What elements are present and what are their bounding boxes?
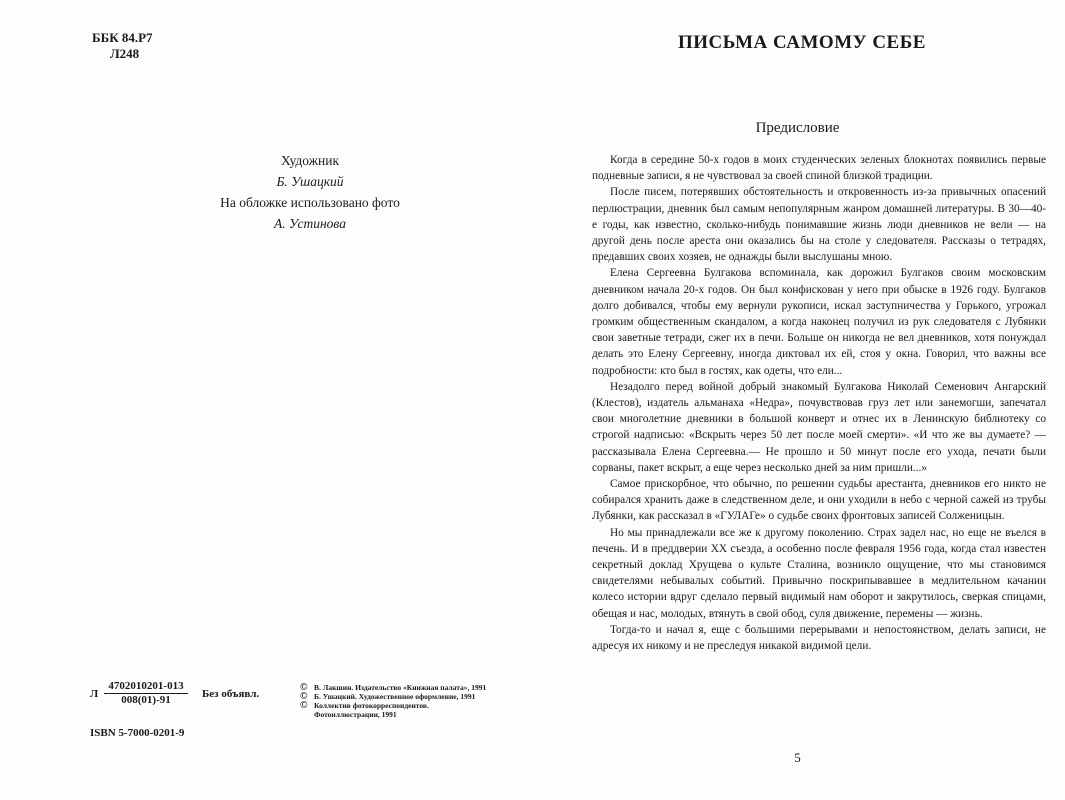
preface-text xyxy=(592,152,1046,654)
no-announce-label: Без объявл. xyxy=(202,688,260,700)
photo-author: А. Устинова xyxy=(274,216,346,231)
catalog-numerator: 4702010201-013 xyxy=(104,680,188,694)
copyright-text: Фотоиллюстрации, 1991 xyxy=(314,710,397,719)
paragraph: Самое прискорбное, что обычно, по решении судьбы арестанта, дневников его никто не собирался хранить даже в следственном деле, и они уходили в небо с черной сажей из трубы Лубянки, как рассказал в «ГУЛАГе» о судьбе своих фронтовых записей Солженицын. xyxy=(592,478,1046,523)
bbk-classification xyxy=(92,30,153,62)
right-page xyxy=(530,0,1065,800)
copyright-icon: © xyxy=(300,700,308,711)
isbn: ISBN 5-7000-0201-9 xyxy=(90,727,185,739)
catalog-denominator: 008(01)-91 xyxy=(121,694,171,706)
artist-name: Б. Ушацкий xyxy=(276,174,344,189)
bbk-code: ББК 84.Р7 xyxy=(92,30,153,45)
paragraph: Но мы принадлежали все же к другому поколению. Страх задел нас, но еще не въелся в печень. И в преддверии XX съезда, а особенно после февраля 1956 года, когда стал известен секретный доклад Хрущева о культе Сталина, возникло ощущение, что мы становимся свидетелями небывалых событий. Привычно поскрипывавшее в медлительном качании колесо истории вдруг сделало первый видимый нам оборот и закрутилось, сверкая спицами, обещая и нас, молодых, втянуть в свой обод, суля движение, перемены — жизнь. xyxy=(592,526,1046,620)
copyright-text: Б. Ушацкий. Художественное оформление, 1991 xyxy=(314,692,476,701)
author-mark: Л248 xyxy=(110,46,140,61)
copyright-icon: © xyxy=(300,682,308,693)
section-title: Предисловие xyxy=(755,120,840,136)
catalog-fraction xyxy=(104,680,188,707)
paragraph: Когда в середине 50-х годов в моих студенческих зеленых блокнотах появились первые подневные записи, я не чувствовал за своей спиной близкой традиции. xyxy=(592,154,1046,183)
cover-note: На обложке использовано фото xyxy=(220,195,400,210)
catalog-prefix: Л xyxy=(90,688,99,700)
copyright-line xyxy=(300,683,486,692)
copyright-block xyxy=(300,683,486,719)
copyright-line xyxy=(300,701,486,710)
copyright-line xyxy=(300,710,486,719)
book-title: ПИСЬМА САМОМУ СЕБЕ xyxy=(678,32,926,53)
copyright-icon: © xyxy=(300,691,308,702)
artist-role: Художник xyxy=(280,153,340,168)
copyright-line xyxy=(300,692,486,701)
paragraph: Елена Сергеевна Булгакова вспоминала, как дорожил Булгаков своим московским дневником начала 20-х годов. Он был конфискован у него при обыске в 1926 году. Булгаков долго добивался, чтобы ему вернули рукописи, искал заступничества у Горького, угрожал громким общественным скандалом, а когда наконец получил из рук следователя с Лубянки свои заветные тетради, сжег их в печи. Больше он никогда не вел дневников, хотя понуждал делать это Елену Сергеевну, иногда диктовал их ей, стоя у окна. Говорил, что важны все подробности: кто был в гостях, как одеты, что ели... xyxy=(592,267,1046,377)
paragraph: После писем, потерявших обстоятельность и откровенность из-за привычных опасений перлюстрации, дневник был самым непопулярным жанром домашней литературы. В 30—40-е годы, как известно, сколько-нибудь понимавшие жизнь люди дневников не вели — на другой день после ареста они оказались бы на столе у следователя. Рассказы о тетрадях, предавших своих хозяев, не однажды были выслушаны мною. xyxy=(592,186,1046,264)
copyright-text: Коллектив фотокорреспондентов. xyxy=(314,701,429,710)
copyright-text: В. Лакшин. Издательство «Книжная палата», 1991 xyxy=(314,683,487,692)
page-number: 5 xyxy=(794,750,801,765)
credits-block xyxy=(180,150,440,234)
paragraph: Тогда-то и начал я, еще с большими перерывами и непостоянством, делать записи, не адресуя их никому и не преследуя никакой видимой цели. xyxy=(592,623,1046,653)
left-page xyxy=(0,0,530,800)
paragraph: Незадолго перед войной добрый знакомый Булгакова Николай Семенович Ангарский (Клестов), издатель альманаха «Недра», почувствовав груз лет или занемогши, запечатал свои многолетние дневники в большой конверт и отнес их в Ленинскую библиотеку со строгой надписью: «Вскрыть через 50 лет после моей смерти». «И что же вы думаете? — рассказывала Елена Сергеевна.— Не прошло и 50 минут после его ухода, печати были сорваны, пакет вскрыт, а еще через несколько дней за ним пришли...» xyxy=(592,380,1046,474)
